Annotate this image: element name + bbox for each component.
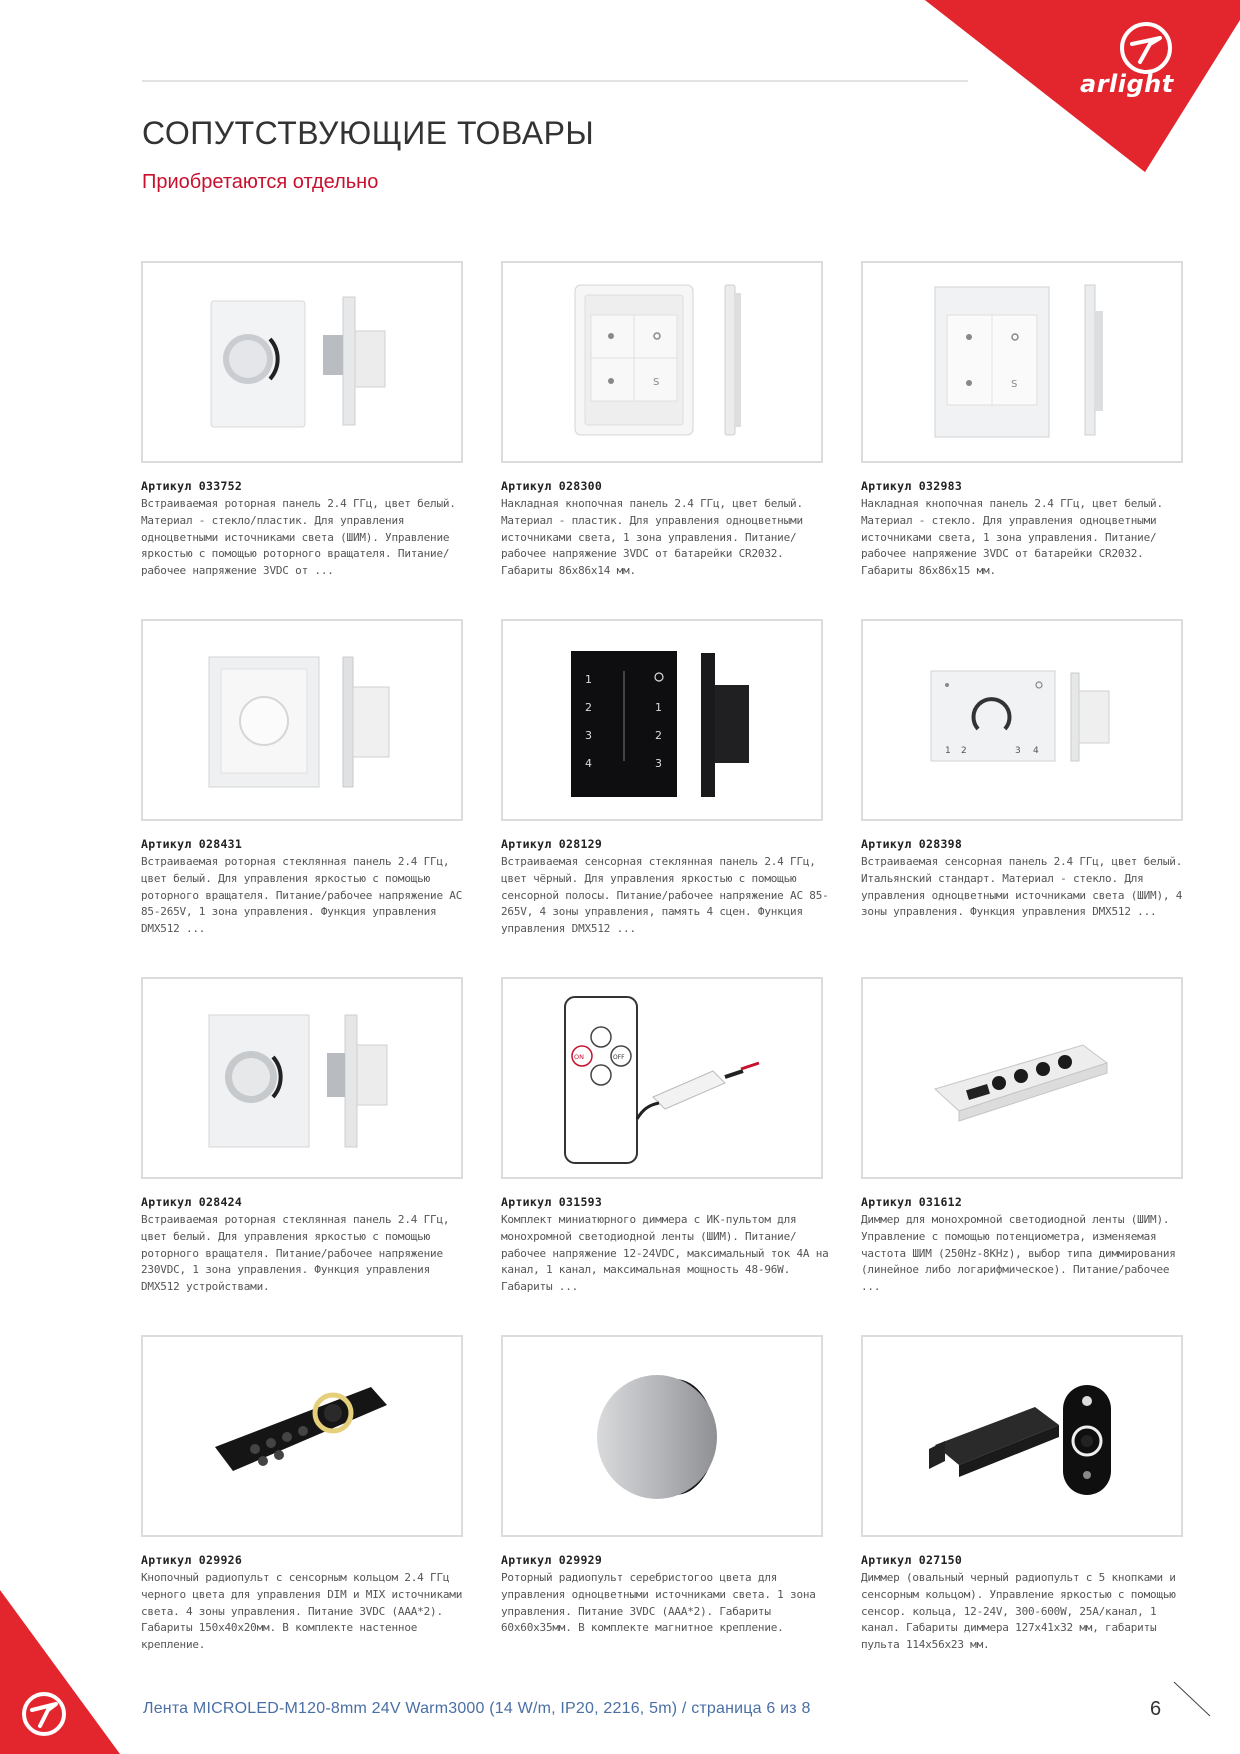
product-image-mini-dimmer-kit[interactable] (501, 977, 823, 1179)
product-image-remote-touch-ring[interactable] (141, 1335, 463, 1537)
brand-corner-triangle-bottom (0, 1590, 120, 1754)
panel-key-label: 4 (1033, 746, 1039, 756)
product-article: Артикул 028300 (501, 479, 603, 493)
product-image-rotary-remote-silver[interactable] (501, 1335, 823, 1537)
product-image-potentiometer-dimmer[interactable] (861, 977, 1183, 1179)
brand-logo-text: arlight (1080, 70, 1174, 98)
brand-corner-triangle (0, 0, 1240, 180)
product-image-touch-panel-white[interactable] (861, 619, 1183, 821)
product-article: Артикул 029929 (501, 1553, 603, 1567)
product-card[interactable] (501, 977, 829, 1296)
product-article: Артикул 033752 (141, 479, 243, 493)
panel-key-label: 3 (1015, 746, 1021, 756)
product-card[interactable] (141, 619, 463, 938)
product-article: Артикул 031593 (501, 1195, 603, 1209)
product-article: Артикул 028129 (501, 837, 603, 851)
panel-key-label: 1 (945, 746, 951, 756)
product-description: Накладная кнопочная панель 2.4 ГГц, цвет белый. Материал - стекло. Для управления одноцветными источниками света, 1 зона управления. Питание/рабочее напряжение 3VDC от батарейки CR2032. Габариты 86x86x15 мм. (861, 497, 1163, 578)
product-image-button-panel-plastic[interactable] (501, 261, 823, 463)
page-number: 6 (1150, 1698, 1162, 1720)
panel-key-label: 2 (655, 729, 662, 742)
product-card[interactable] (501, 261, 823, 580)
header-divider (142, 80, 968, 82)
product-article: Артикул 031612 (861, 1195, 963, 1209)
product-description: Кнопочный радиопульт с сенсорным кольцом 2.4 ГГц черного цвета для управления DIM и MIX источниками света. 4 зоны управления. Питание 3VDC (AAA*2). Габариты 150x40x20мм. В комплекте настенное крепление. (141, 1571, 463, 1652)
remote-on-label: ON (574, 1053, 584, 1061)
product-image-rotary-knob-panel[interactable] (141, 619, 463, 821)
product-image-button-panel-glass[interactable] (861, 261, 1183, 463)
product-description: Диммер для монохромной светодиодной ленты (ШИМ). Управление с помощью потенциометра, изменяемая частота ШИМ (250Hz-8KHz), выбор типа диммирования (линейное либо логарифмическое). Питание/рабочее ... (861, 1213, 1176, 1294)
page-title: СОПУТСТВУЮЩИЕ ТОВАРЫ (142, 115, 595, 151)
product-article: Артикул 028431 (141, 837, 243, 851)
product-card[interactable] (861, 619, 1183, 921)
product-description: Встраиваемая роторная стеклянная панель 2.4 ГГц, цвет белый. Для управления яркостью с помощью роторного вращателя. Питание/рабочее напряжение AC 85-265V, 1 зона управления. Функция управления DMX512 ... (141, 855, 463, 936)
product-image-rotary-dimmer-230[interactable] (141, 977, 463, 1179)
product-article: Артикул 029926 (141, 1553, 243, 1567)
product-description: Встраиваемая сенсорная стеклянная панель 2.4 ГГц, цвет чёрный. Для управления яркостью с помощью сенсорной полосы. Питание/рабочее напряжение AC 85-265V, 4 зоны управления, память 4 сцен. Функция управления DMX512 ... (501, 855, 829, 936)
panel-key-label: 4 (585, 757, 592, 770)
product-description: Комплект миниатюрного диммера с ИК-пультом для монохромной светодиодной ленты (ШИМ). Питание/рабочее напряжение 12-24VDC, максимальный ток 4A на канал, 1 канал, максимальная мощность 48-96W. Габариты ... (501, 1213, 829, 1294)
product-description: Встраиваемая сенсорная панель 2.4 ГГц, цвет белый. Итальянский стандарт. Материал - стекло. Для управления одноцветными источниками света (ШИМ), 4 зоны управления. Функция управления DMX512 ... (861, 855, 1183, 919)
product-article: Артикул 027150 (861, 1553, 963, 1567)
product-description: Встраиваемая роторная стеклянная панель 2.4 ГГц, цвет белый. Для управления яркостью с помощью роторного вращателя. Питание/рабочее напряжение 230VDC, 1 зона управления. Функция управления DMX512 устройствами. (141, 1213, 450, 1294)
product-card[interactable] (141, 1335, 463, 1654)
product-article: Артикул 032983 (861, 479, 963, 493)
page-corner-line-icon (1172, 1680, 1212, 1720)
product-image-rotary-dimmer[interactable] (141, 261, 463, 463)
product-image-dimmer-oval-remote[interactable] (861, 1335, 1183, 1537)
product-card[interactable] (861, 977, 1183, 1296)
panel-key-label: 3 (655, 757, 662, 770)
panel-key-label: 2 (585, 701, 592, 714)
product-card[interactable] (501, 1335, 823, 1637)
page-subtitle: Приобретаются отдельно (142, 171, 379, 193)
product-article: Артикул 028398 (861, 837, 963, 851)
product-description: Встраиваемая роторная панель 2.4 ГГц, цвет белый. Материал - стекло/пластик. Для управления одноцветными источниками света (ШИМ). Управление яркостью с помощью роторного вращателя. Питание/рабочее напряжение 3VDC от ... (141, 497, 456, 578)
product-article: Артикул 028424 (141, 1195, 243, 1209)
remote-off-label: OFF (613, 1054, 625, 1061)
panel-key-label: 1 (585, 673, 592, 686)
product-card[interactable] (141, 261, 463, 580)
product-image-touch-panel-black[interactable] (501, 619, 823, 821)
panel-key-label: 2 (961, 746, 967, 756)
panel-key-label: 1 (655, 701, 662, 714)
footer-product-reference: Лента MICROLED-M120-8mm 24V Warm3000 (14 W/m, IP20, 2216, 5m) / страница 6 из 8 (143, 1700, 811, 1717)
product-card[interactable] (861, 261, 1183, 580)
product-card[interactable] (141, 977, 463, 1296)
product-description: Накладная кнопочная панель 2.4 ГГц, цвет белый. Материал - пластик. Для управления одноцветными источниками света, 1 зона управления. Питание/рабочее напряжение 3VDC от батарейки CR2032. Габариты 86x86x14 мм. (501, 497, 803, 578)
product-card[interactable] (501, 619, 829, 938)
product-card[interactable] (861, 1335, 1183, 1654)
panel-key-label: 3 (585, 729, 592, 742)
product-description: Роторный радиопульт серебристогоо цвета для управления одноцветными источниками света. 1 зона управления. Питание 3VDC (AAA*2). Габариты 60x60x35мм. В комплекте магнитное крепление. (501, 1571, 816, 1635)
button-s-label: S (653, 377, 660, 388)
product-description: Диммер (овальный черный радиопульт с 5 кнопками и сенсорным кольцом). Управление яркостью с помощью сенсор. кольца, 12-24V, 300-600W, 25A/канал, 1 канал. Габариты диммера 127x41x32 мм, габариты пульта 114x56x23 мм. (861, 1571, 1176, 1652)
button-s-label: S (1011, 379, 1018, 390)
